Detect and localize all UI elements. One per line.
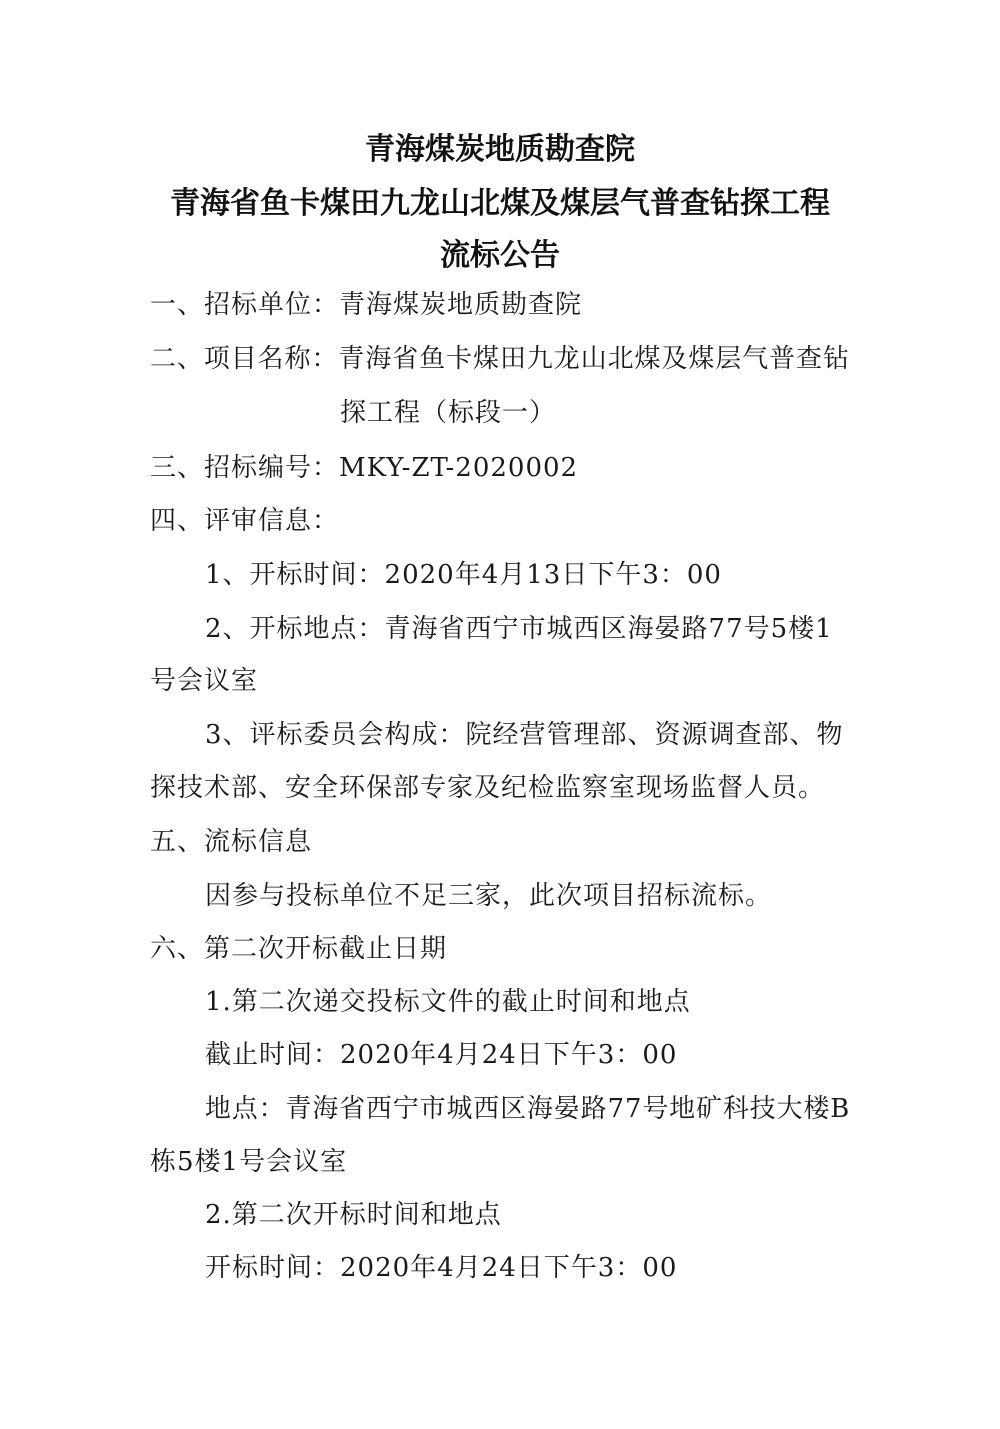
document-title-notice: 流标公告 <box>440 238 560 273</box>
second-submission-deadline: 截止时间：2020年4月24日下午3：00 <box>205 1040 678 1070</box>
review-committee: 3、评标委员会构成：院经营管理部、资源调查部、物 <box>205 720 844 750</box>
document-title-project: 青海省鱼卡煤田九龙山北煤及煤层气普查钻探工程 <box>170 186 830 221</box>
review-opening-time: 1、开标时间：2020年4月13日下午3：00 <box>205 560 722 590</box>
section-project-name: 二、项目名称：青海省鱼卡煤田九龙山北煤及煤层气普查钻 <box>150 344 850 374</box>
failed-bid-reason: 因参与投标单位不足三家，此次项目招标流标。 <box>205 881 773 911</box>
document-title-org: 青海煤炭地质勘查院 <box>365 132 635 167</box>
section-project-name-cont: 探工程（标段一） <box>340 398 557 428</box>
second-submission-location-cont: 栋5楼1号会议室 <box>150 1147 348 1177</box>
second-opening-time: 开标时间：2020年4月24日下午3：00 <box>205 1253 678 1283</box>
second-opening-heading: 2.第二次开标时间和地点 <box>205 1200 502 1230</box>
second-submission-heading: 1.第二次递交投标文件的截止时间和地点 <box>205 987 691 1017</box>
review-committee-cont: 探技术部、安全环保部专家及纪检监察室现场监督人员。 <box>150 773 826 803</box>
second-submission-location: 地点：青海省西宁市城西区海晏路77号地矿科技大楼B <box>205 1094 851 1124</box>
section-tender-number: 三、招标编号：MKY-ZT-2020002 <box>150 453 579 483</box>
section-second-deadline: 六、第二次开标截止日期 <box>150 934 448 964</box>
review-opening-location-cont: 号会议室 <box>150 666 259 696</box>
section-review-info: 四、评审信息： <box>150 506 340 536</box>
section-tender-unit: 一、招标单位：青海煤炭地质勘查院 <box>150 290 583 320</box>
review-opening-location: 2、开标地点：青海省西宁市城西区海晏路77号5楼1 <box>205 614 833 644</box>
section-failed-bid-info: 五、流标信息 <box>150 827 313 857</box>
